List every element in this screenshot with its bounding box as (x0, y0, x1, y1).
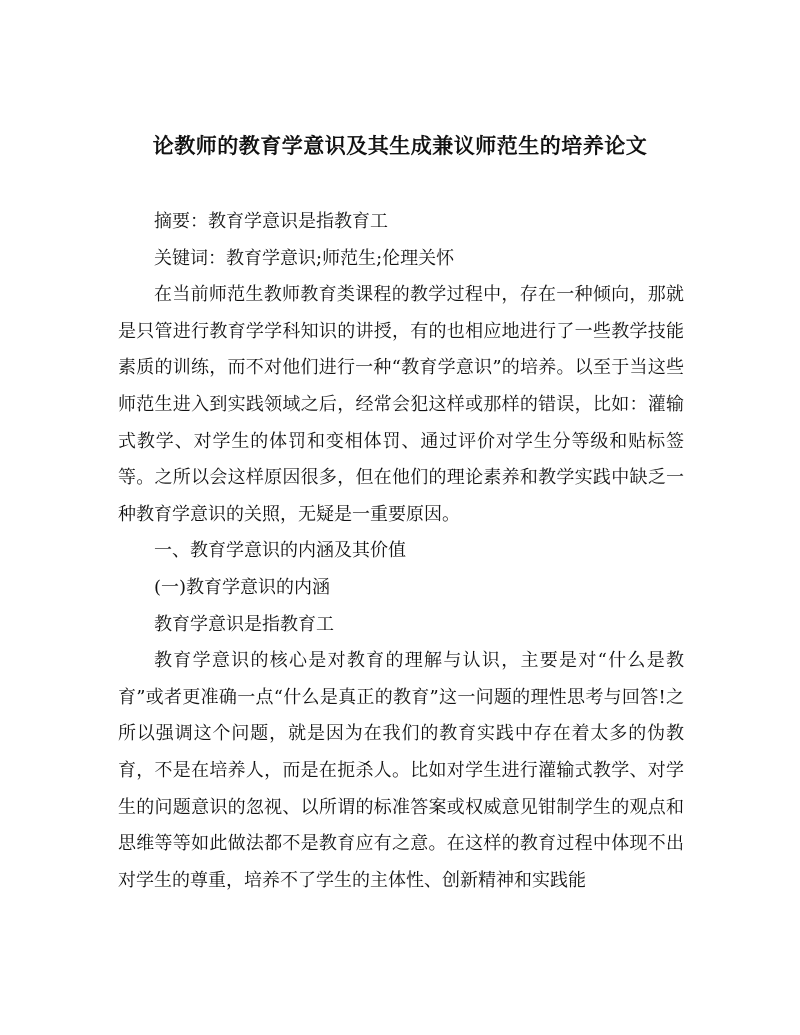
intro-paragraph: 在当前师范生教师教育类课程的教学过程中，存在一种倾向，那就是只管进行教育学学科知识的讲授，有的也相应地进行了一些教学技能素质的训练，而不对他们进行一种“教育学意识”的培养。以至于当这些师范生进入到实践领域之后，经常会犯这样或那样的错误，比如：灌输式教学、对学生的体罚和变相体罚、通过评价对学生分等级和贴标签等。之所以会这样原因很多，但在他们的理论素养和教学实践中缺乏一种教育学意识的关照，无疑是一重要原因。 (118, 284, 684, 525)
page-title: 论教师的教育学意识及其生成兼议师范生的培养论文 (152, 133, 648, 158)
section-heading: 一、教育学意识的内涵及其价值 (154, 540, 406, 562)
definition-line: 教育学意识是指教育工 (154, 613, 334, 635)
keywords-line: 关键词：教育学意识;师范生;伦理关怀 (154, 247, 455, 269)
abstract-line: 摘要：教育学意识是指教育工 (154, 211, 388, 232)
document-body (118, 204, 684, 899)
subsection-heading: (一)教育学意识的内涵 (154, 576, 331, 598)
body-paragraph: 教育学意识的核心是对教育的理解与认识，主要是对“什么是教育”或者更准确一点“什么是真正的教育”这一问题的理性思考与回答!之所以强调这个问题，就是因为在我们的教育实践中存在着太多的伪教育，不是在培养人，而是在扼杀人。比如对学生进行灌输式教学、对学生的问题意识的忽视、以所谓的标准答案或权威意见钳制学生的观点和思维等等如此做法都不是教育应有之意。在这样的教育过程中体现不出对学生的尊重，培养不了学生的主体性、创新精神和实践能 (118, 650, 684, 891)
